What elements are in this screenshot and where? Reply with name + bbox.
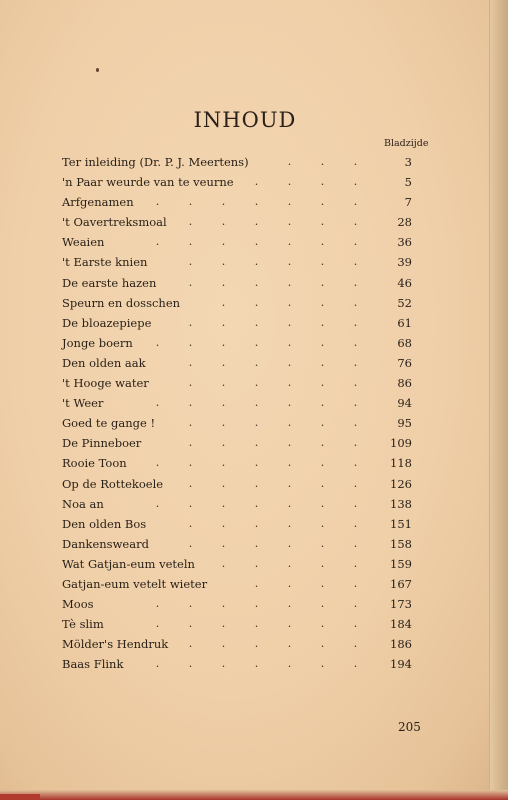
toc-entry-page: 95 (397, 416, 412, 431)
toc-entry-page: 68 (397, 335, 412, 350)
toc-entry-title: Mölder's Hendruk (62, 637, 169, 652)
toc-entry-title: 't Hooge water (62, 376, 149, 391)
toc-entry-page: 186 (390, 637, 412, 652)
leader-dots: . . . . . . . (155, 456, 358, 470)
toc-entry-page: 173 (390, 597, 412, 612)
toc-entry-page: 151 (390, 516, 412, 531)
leader-dots: . . . . . . (188, 536, 358, 550)
toc-entry-page: 86 (397, 376, 412, 391)
toc-entry-title: Tè slim (62, 617, 104, 632)
toc-entry (62, 534, 412, 554)
toc-entry-page: 109 (390, 436, 412, 451)
toc-entry-page: 52 (397, 295, 412, 310)
leader-dots: . . . . . . (188, 315, 358, 329)
toc-entry-title: 'n Paar weurde van te veurne (62, 175, 234, 190)
leader-dots: . . . . . . . (155, 335, 358, 349)
toc-entry-title: Den olden aak (62, 355, 146, 370)
leader-dots: . . . . . . (188, 516, 358, 530)
page-title: INHOUD (193, 108, 297, 132)
toc-entry-page: 94 (397, 396, 412, 411)
toc-entry (62, 474, 412, 494)
toc-entry-page: 167 (390, 576, 412, 591)
toc-entry-page: 158 (390, 536, 412, 551)
toc-entry-title: Jonge boern (62, 335, 133, 350)
toc-entry-title: Den olden Bos (62, 516, 147, 531)
page-edge-bottom (0, 790, 508, 800)
toc-entry-title: Gatjan-eum vetelt wieter (62, 576, 208, 591)
toc-entry-title: De bloazepiepe (62, 315, 152, 330)
toc-entry-title: Rooie Toon (62, 456, 127, 471)
table-of-contents (62, 152, 412, 674)
toc-entry (62, 373, 412, 393)
toc-entry-title: 't Oavertreksmoal (62, 215, 167, 230)
toc-entry (62, 433, 412, 453)
toc-entry (62, 192, 412, 212)
page-column-header: Bladzijde (384, 138, 429, 149)
toc-entry-title: De earste hazen (62, 275, 157, 290)
toc-entry (62, 252, 412, 272)
toc-entry-title: De Pinneboer (62, 436, 142, 451)
leader-dots: . . . . . (221, 556, 358, 570)
toc-entry-page: 39 (397, 255, 412, 270)
leader-dots: . . . . . (221, 295, 358, 309)
leader-dots: . . . . . . (188, 436, 358, 450)
binding-corner (0, 794, 40, 800)
folio-page-number: 205 (398, 720, 421, 734)
toc-entry (62, 393, 412, 413)
toc-entry-page: 36 (397, 235, 412, 250)
leader-dots: . . . . . . (188, 355, 358, 369)
toc-entry-page: 184 (390, 617, 412, 632)
toc-entry (62, 273, 412, 293)
leader-dots: . . . . . . . (155, 195, 358, 209)
toc-entry (62, 172, 412, 192)
leader-dots: . . . . . . . (155, 657, 358, 671)
toc-entry-page: 118 (390, 456, 412, 471)
leader-dots: . . . . . . (188, 416, 358, 430)
toc-entry-title: Dankensweard (62, 536, 149, 551)
toc-entry (62, 413, 412, 433)
leader-dots: . . . . . . (188, 255, 358, 269)
leader-dots: . . . . . . . (155, 597, 358, 611)
toc-entry-page: 3 (404, 155, 412, 169)
paper-speck (96, 68, 99, 72)
toc-entry (62, 353, 412, 373)
toc-entry (62, 232, 412, 252)
toc-entry-page: 61 (397, 315, 412, 330)
leader-dots: . . . . . . . (155, 617, 358, 631)
toc-entry-page: 159 (390, 556, 412, 571)
leader-dots: . . . . . . (188, 275, 358, 289)
toc-entry-title: Op de Rottekoele (62, 476, 164, 491)
toc-entry-page: 7 (404, 195, 412, 210)
toc-entry-title: Noa an (62, 496, 104, 511)
toc-entry (62, 614, 412, 634)
leader-dots: . . . . . . (188, 476, 358, 490)
toc-entry (62, 333, 412, 353)
toc-entry (62, 453, 412, 473)
leader-dots: . . . . (254, 576, 358, 590)
leader-dots: . . . . . . (188, 637, 358, 651)
leader-dots: . . . . . . . (155, 496, 358, 510)
toc-entry (62, 152, 412, 172)
leader-dots: . . . (287, 155, 358, 168)
leader-dots: . . . . . . . (155, 235, 358, 249)
toc-entry-page: 126 (390, 476, 412, 491)
toc-entry (62, 574, 412, 594)
toc-entry-title: 't Weer (62, 396, 104, 411)
toc-entry-page: 76 (397, 355, 412, 370)
toc-entry-page: 46 (397, 275, 412, 290)
toc-entry-title: Speurn en dosschen (62, 295, 181, 310)
leader-dots: . . . . . . . (155, 396, 358, 410)
toc-entry (62, 212, 412, 232)
toc-entry-page: 28 (397, 215, 412, 230)
toc-entry-title: Arfgenamen (62, 195, 134, 210)
toc-entry-title: Wat Gatjan-eum veteln (62, 556, 195, 571)
toc-entry (62, 654, 412, 674)
toc-entry (62, 634, 412, 654)
leader-dots: . . . . (254, 175, 358, 189)
leader-dots: . . . . . . (188, 215, 358, 229)
toc-entry (62, 514, 412, 534)
toc-entry-title: Goed te gange ! (62, 416, 156, 431)
toc-entry-title: Baas Flink (62, 657, 124, 672)
toc-entry-title: Ter inleiding (Dr. P. J. Meertens) (62, 155, 249, 169)
toc-entry-page: 138 (390, 496, 412, 511)
toc-entry-title: 't Earste knien (62, 255, 148, 270)
toc-entry (62, 594, 412, 614)
toc-entry-title: Weaien (62, 235, 105, 250)
toc-entry (62, 293, 412, 313)
toc-entry (62, 313, 412, 333)
toc-entry (62, 554, 412, 574)
toc-entry-page: 194 (390, 657, 412, 672)
toc-entry-title: Moos (62, 597, 94, 612)
toc-entry-page: 5 (404, 175, 412, 190)
toc-entry (62, 494, 412, 514)
page-edge-right (489, 0, 508, 800)
leader-dots: . . . . . . (188, 376, 358, 390)
